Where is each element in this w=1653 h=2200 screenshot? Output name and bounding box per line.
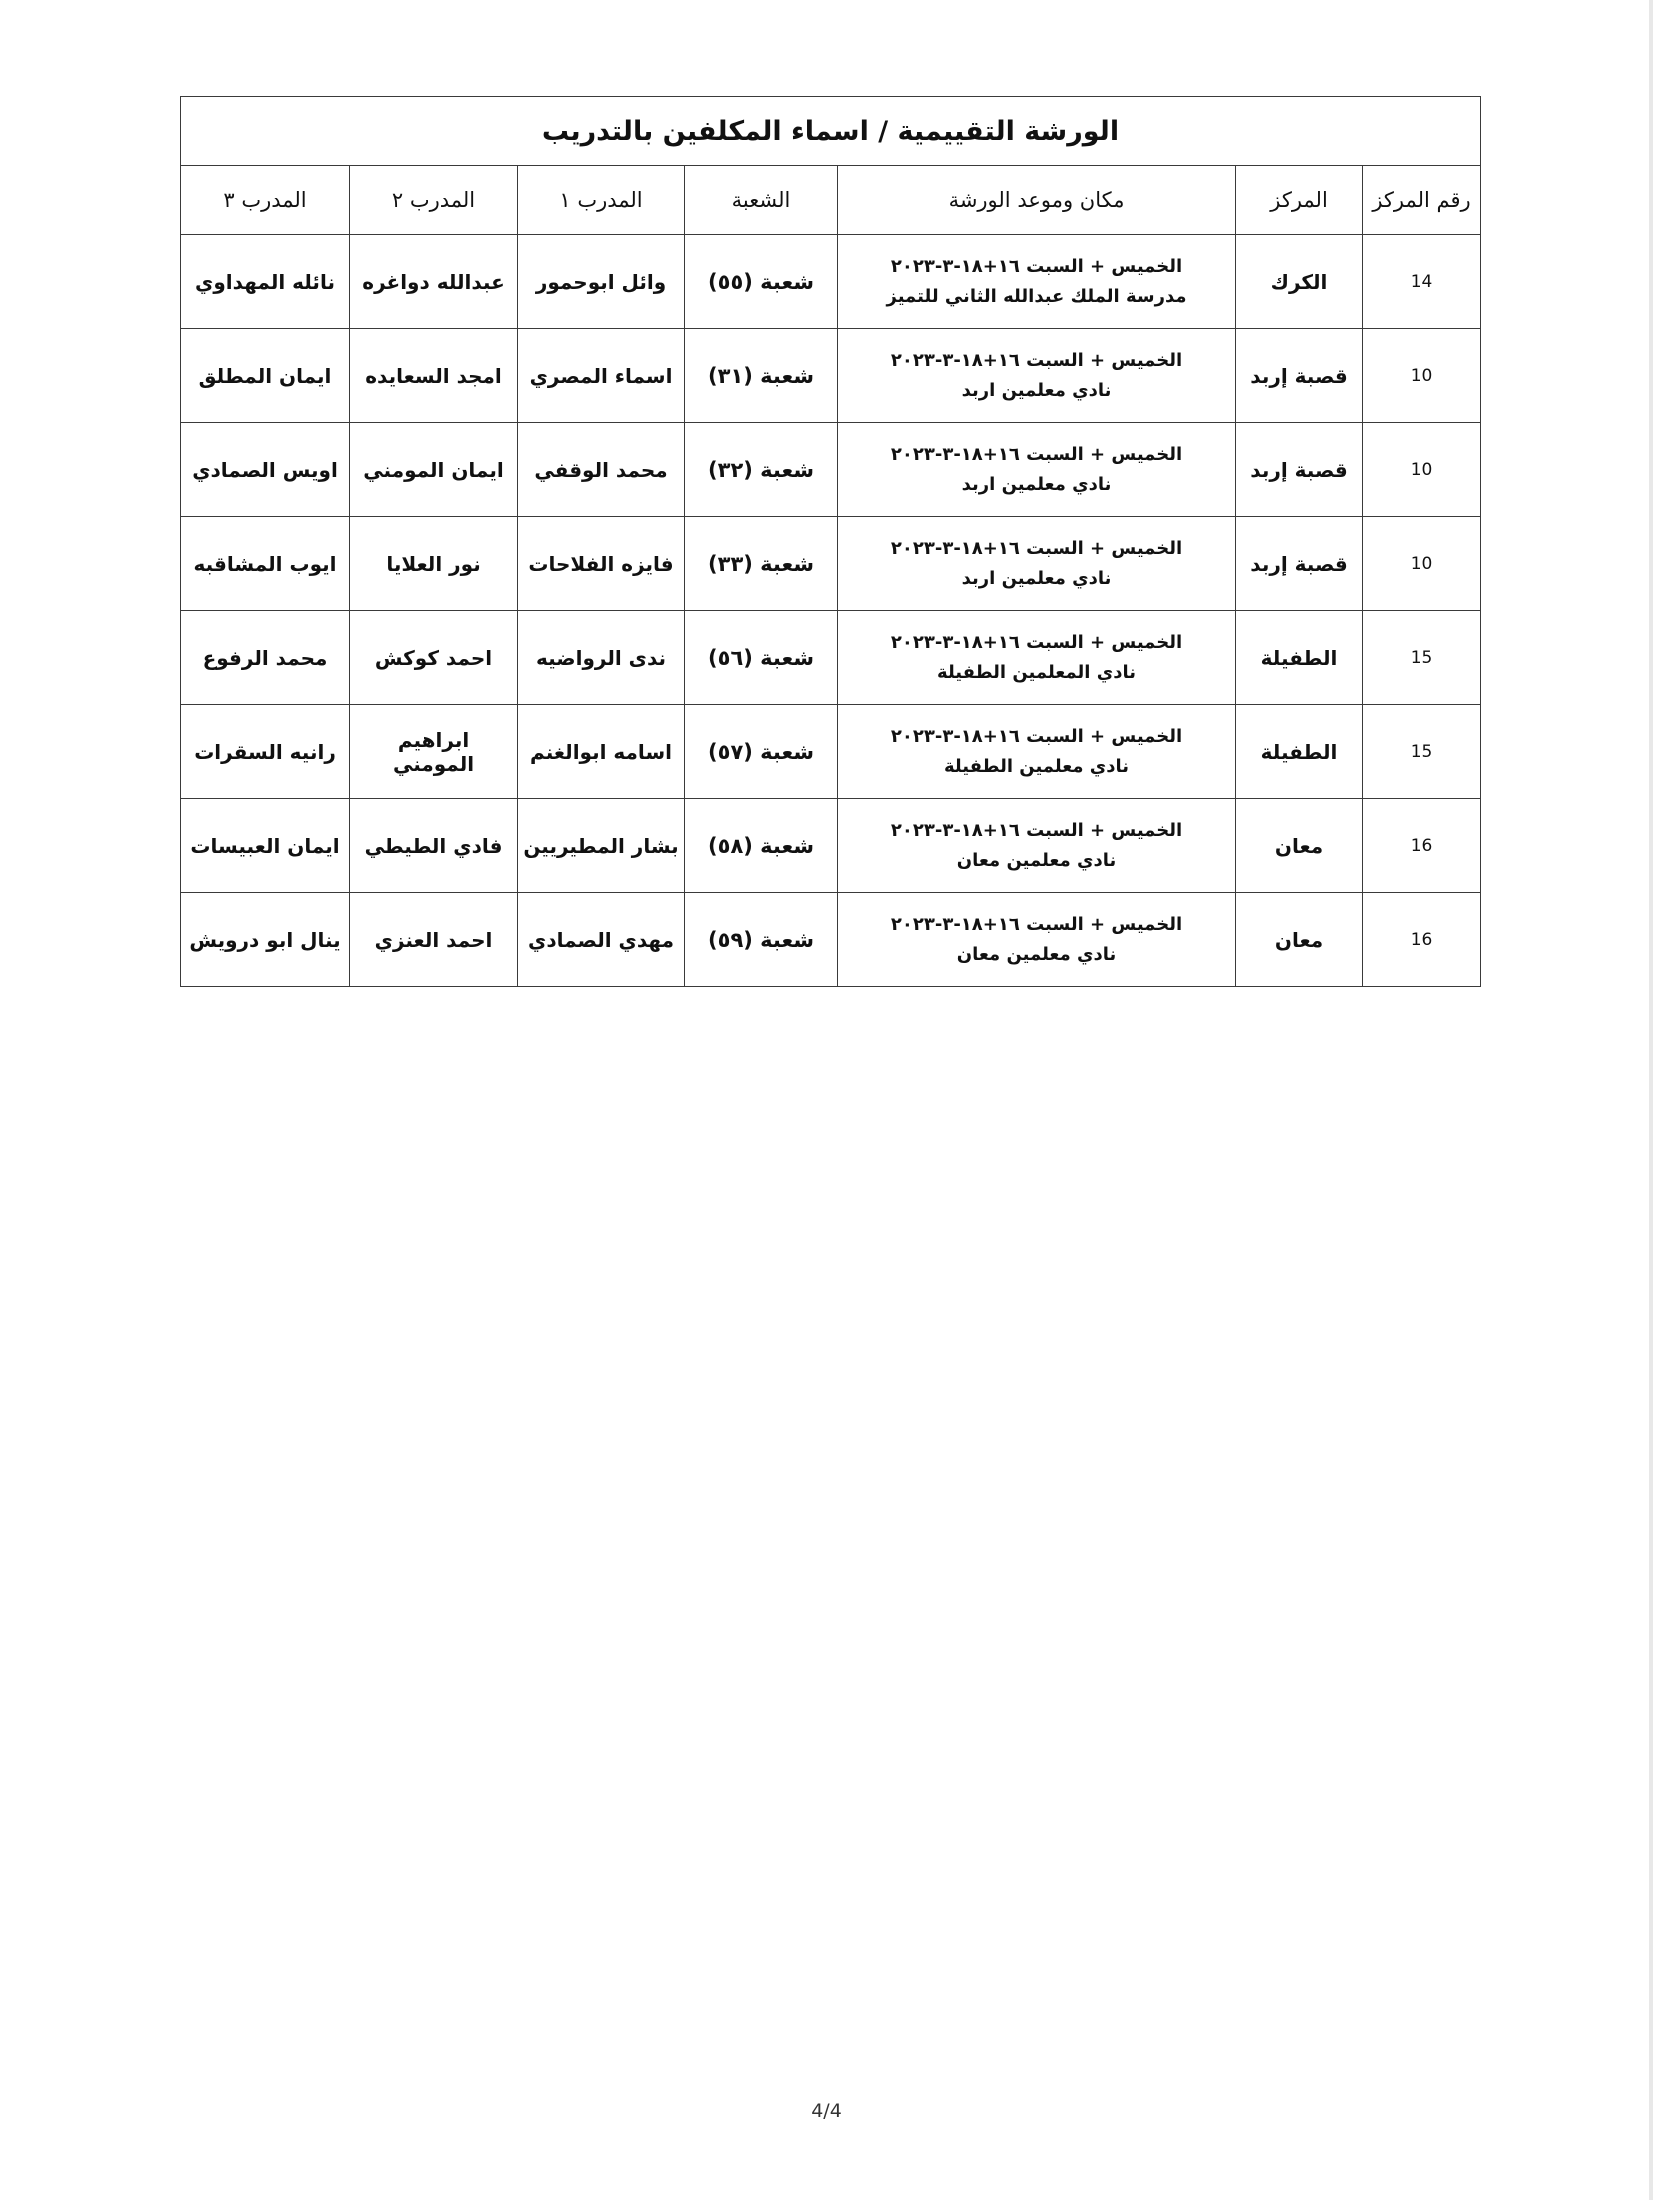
center-cell: معان (1236, 799, 1363, 893)
table-row (181, 705, 1481, 799)
trainer-3-cell: اويس الصمادي (181, 423, 350, 517)
venue-date: الخميس + السبت ١٦+١٨-٣-٢٠٢٣ (890, 349, 1183, 371)
venue-date: الخميس + السبت ١٦+١٨-٣-٢٠٢٣ (890, 255, 1183, 277)
header-center: المركز (1236, 166, 1363, 235)
trainer-2-cell: فادي الطيطي (350, 799, 518, 893)
venue-place: نادي المعلمين الطفيلة (937, 661, 1136, 683)
venue-place: نادي معلمين اربد (961, 567, 1112, 589)
center-number-cell: 16 (1363, 893, 1481, 987)
table-row (181, 329, 1481, 423)
section-cell: شعبة (٣١) (685, 329, 838, 423)
center-cell: الطفيلة (1236, 705, 1363, 799)
center-cell: قصبة إربد (1236, 329, 1363, 423)
venue-date: الخميس + السبت ١٦+١٨-٣-٢٠٢٣ (890, 913, 1183, 935)
venue-place: نادي معلمين اربد (961, 379, 1112, 401)
trainer-2-cell: ايمان المومني (350, 423, 518, 517)
center-number-cell: 16 (1363, 799, 1481, 893)
venue-place: نادي معلمين معان (956, 849, 1117, 871)
header-venue: مكان وموعد الورشة (838, 166, 1236, 235)
table-row (181, 611, 1481, 705)
trainer-2-cell: نور العلايا (350, 517, 518, 611)
table-title: الورشة التقييمية / اسماء المكلفين بالتدريب (181, 97, 1481, 166)
header-section: الشعبة (685, 166, 838, 235)
section-cell: شعبة (٥٦) (685, 611, 838, 705)
trainer-3-cell: نائله المهداوي (181, 235, 350, 329)
venue-place: نادي معلمين معان (956, 943, 1117, 965)
venue-place: نادي معلمين اربد (961, 473, 1112, 495)
table-row (181, 423, 1481, 517)
trainer-1-cell: فايزه الفلاحات (518, 517, 685, 611)
venue-cell (838, 517, 1236, 611)
center-number-cell: 15 (1363, 611, 1481, 705)
venue-date: الخميس + السبت ١٦+١٨-٣-٢٠٢٣ (890, 725, 1183, 747)
center-cell: الكرك (1236, 235, 1363, 329)
trainer-3-cell: رانيه السقرات (181, 705, 350, 799)
header-trainer-2: المدرب ٢ (350, 166, 518, 235)
header-center-number: رقم المركز (1363, 166, 1481, 235)
section-cell: شعبة (٣٢) (685, 423, 838, 517)
trainers-table (180, 96, 1481, 987)
trainer-1-cell: وائل ابوحمور (518, 235, 685, 329)
section-cell: شعبة (٥٥) (685, 235, 838, 329)
trainer-3-cell: ينال ابو درويش (181, 893, 350, 987)
trainer-2-cell: احمد كوكش (350, 611, 518, 705)
center-cell: الطفيلة (1236, 611, 1363, 705)
header-row (181, 166, 1481, 235)
section-cell: شعبة (٥٩) (685, 893, 838, 987)
trainer-1-cell: بشار المطيريين (518, 799, 685, 893)
venue-cell (838, 235, 1236, 329)
trainer-2-cell: عبدالله دواغره (350, 235, 518, 329)
table-row (181, 893, 1481, 987)
trainer-1-cell: مهدي الصمادي (518, 893, 685, 987)
trainer-2-cell: احمد العنزي (350, 893, 518, 987)
venue-cell (838, 611, 1236, 705)
venue-cell (838, 329, 1236, 423)
section-cell: شعبة (٣٣) (685, 517, 838, 611)
trainer-3-cell: محمد الرفوع (181, 611, 350, 705)
table-row (181, 799, 1481, 893)
table-row (181, 235, 1481, 329)
table-row (181, 517, 1481, 611)
venue-place: مدرسة الملك عبدالله الثاني للتميز (886, 285, 1187, 307)
venue-place: نادي معلمين الطفيلة (943, 755, 1130, 777)
venue-cell (838, 893, 1236, 987)
center-number-cell: 10 (1363, 329, 1481, 423)
trainer-3-cell: ايوب المشاقبه (181, 517, 350, 611)
trainer-1-cell: اسماء المصري (518, 329, 685, 423)
center-number-cell: 14 (1363, 235, 1481, 329)
venue-date: الخميس + السبت ١٦+١٨-٣-٢٠٢٣ (890, 819, 1183, 841)
scan-edge (1649, 0, 1653, 2200)
venue-cell (838, 705, 1236, 799)
section-cell: شعبة (٥٨) (685, 799, 838, 893)
venue-date: الخميس + السبت ١٦+١٨-٣-٢٠٢٣ (890, 443, 1183, 465)
venue-cell (838, 799, 1236, 893)
center-cell: قصبة إربد (1236, 517, 1363, 611)
venue-cell (838, 423, 1236, 517)
center-number-cell: 15 (1363, 705, 1481, 799)
page-number: 4/4 (811, 2100, 842, 2122)
center-number-cell: 10 (1363, 517, 1481, 611)
center-cell: قصبة إربد (1236, 423, 1363, 517)
trainer-3-cell: ايمان العبيسات (181, 799, 350, 893)
venue-date: الخميس + السبت ١٦+١٨-٣-٢٠٢٣ (890, 631, 1183, 653)
header-trainer-1: المدرب ١ (518, 166, 685, 235)
section-cell: شعبة (٥٧) (685, 705, 838, 799)
title-row (181, 97, 1481, 166)
trainer-1-cell: محمد الوقفي (518, 423, 685, 517)
center-number-cell: 10 (1363, 423, 1481, 517)
trainer-2-cell: امجد السعايده (350, 329, 518, 423)
trainer-1-cell: ندى الرواضيه (518, 611, 685, 705)
trainer-3-cell: ايمان المطلق (181, 329, 350, 423)
header-trainer-3: المدرب ٣ (181, 166, 350, 235)
venue-date: الخميس + السبت ١٦+١٨-٣-٢٠٢٣ (890, 537, 1183, 559)
trainer-1-cell: اسامه ابوالغنم (518, 705, 685, 799)
trainer-2-cell: ابراهيم المومني (350, 705, 518, 799)
center-cell: معان (1236, 893, 1363, 987)
